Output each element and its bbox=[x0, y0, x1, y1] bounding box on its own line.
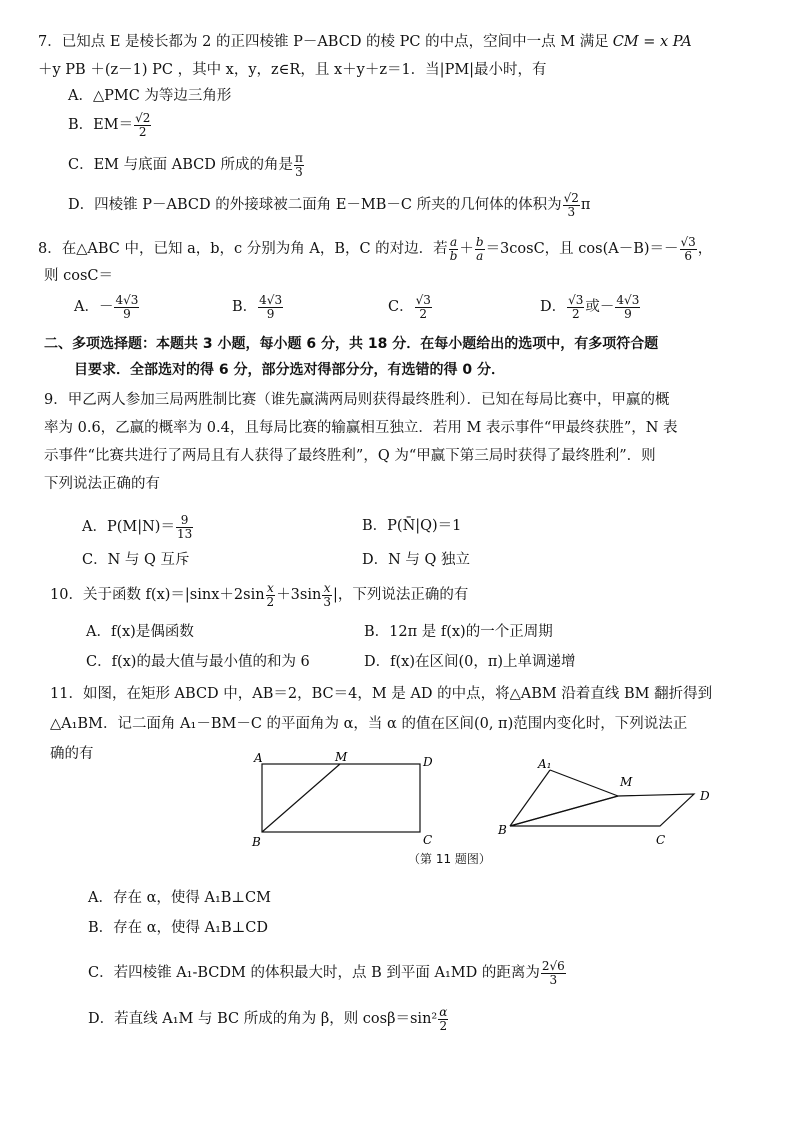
q8-frac-b-a: $\frac{b}{a}$ bbox=[475, 235, 484, 263]
q7-option-d: D．四棱锥 P－ABCD 的外接球被二面角 E－MB－C 所夹的几何体的体积为 $\frac{√2}{3}$ π bbox=[68, 191, 591, 219]
q8-d-fraction-2: $\frac{4√3}{9}$ bbox=[616, 293, 640, 321]
q9-a-fraction: $\frac{9}{13}$ bbox=[176, 513, 193, 541]
q8-a-fraction: $\frac{4√3}{9}$ bbox=[115, 293, 139, 321]
q9-stem-line3: 示事件“比赛共进行了两局且有人获得了最终胜利”，Q 为“甲赢下第三局时获得了最终胜利”．则 bbox=[44, 448, 656, 464]
q11-stem-line1: 11．如图，在矩形 ABCD 中，AB＝2，BC＝4，M 是 AD 的中点，将△ABM 沿着直线 BM 翻折得到 bbox=[50, 686, 713, 702]
q8-frac-sqrt3-6: $\frac{√3}{6}$ bbox=[680, 235, 696, 263]
segment-a1b bbox=[510, 770, 550, 826]
q9-option-b: B．P(N̄|Q)＝1 bbox=[362, 518, 462, 534]
q11-option-a: A．存在 α，使得 A₁B⊥CM bbox=[88, 890, 271, 906]
q10-frac-x2: $\frac{x}{2}$ bbox=[266, 581, 275, 609]
q11-d-fraction: $\frac{\alpha}{2}$ bbox=[439, 1005, 448, 1033]
section2-heading-line1: 二、多项选择题：本题共 3 小题，每小题 6 分，共 18 分．在每小题给出的选项中，有多项符合题 bbox=[44, 336, 659, 352]
q11-c-fraction: $\frac{2√6}{3}$ bbox=[541, 959, 565, 987]
q9-stem-line1: 9．甲乙两人参加三局两胜制比赛（谁先赢满两局则获得最终胜利）．已知在每局比赛中，甲赢的概 bbox=[44, 392, 670, 408]
label-d: D bbox=[423, 755, 433, 769]
q11-figure-caption: （第 11 题图） bbox=[408, 852, 491, 866]
q8-option-d: D． $\frac{√3}{2}$ 或－ $\frac{4√3}{9}$ bbox=[540, 293, 640, 321]
q8-stem-line1: 8．在△ABC 中，已知 a，b，c 分别为角 A，B，C 的对边．若 $\frac{a}{b}$ ＋ $\frac{b}{a}$ ＝3cosC，且 cos(A－B)＝－ $\frac{√3}{6}$ ， bbox=[38, 235, 713, 263]
label-m: M bbox=[620, 775, 633, 789]
label-m: M bbox=[335, 752, 348, 764]
q11-figure-folded bbox=[492, 756, 722, 852]
q7-b-fraction: $\frac{√2}{2}$ bbox=[135, 111, 151, 139]
q7-d-fraction: $\frac{√2}{3}$ bbox=[563, 191, 579, 219]
q7-vector-eq: CM = x PA bbox=[612, 34, 692, 50]
label-c: C bbox=[423, 833, 433, 847]
q9-option-a: A．P(M|N)＝ $\frac{9}{13}$ bbox=[82, 513, 193, 541]
q8-c-fraction: $\frac{√3}{2}$ bbox=[415, 293, 431, 321]
q8-b-fraction: $\frac{4√3}{9}$ bbox=[259, 293, 283, 321]
q8-option-b: B． $\frac{4√3}{9}$ bbox=[232, 293, 283, 321]
q7-stem-line2: ＋y PB ＋(z－1) PC ，其中 x，y，z∈R，且 x＋y＋z＝1．当|PM|最小时，有 bbox=[38, 62, 547, 78]
segment-bm bbox=[510, 796, 618, 826]
label-a: A bbox=[254, 752, 263, 765]
q7-option-a: A．△PMC 为等边三角形 bbox=[68, 88, 232, 104]
q8-stem-line2: 则 cosC＝ bbox=[44, 268, 113, 284]
q8-d-fraction-1: $\frac{√3}{2}$ bbox=[568, 293, 584, 321]
q11-option-d: D．若直线 A₁M 与 BC 所成的角为 β，则 cosβ＝sin² $\frac{\alpha}{2}$ bbox=[88, 1005, 448, 1033]
label-d: D bbox=[700, 789, 710, 803]
q11-option-c: C．若四棱锥 A₁-BCDM 的体积最大时，点 B 到平面 A₁MD 的距离为 $\frac{2√6}{3}$ bbox=[88, 959, 565, 987]
segment-bm bbox=[262, 764, 340, 832]
q9-option-c: C．N 与 Q 互斥 bbox=[82, 552, 190, 568]
label-a1: A₁ bbox=[538, 757, 552, 771]
label-c: C bbox=[656, 833, 666, 847]
q8-option-a: A．－ $\frac{4√3}{9}$ bbox=[74, 293, 139, 321]
q7-stem-line1: 7．已知点 E 是棱长都为 2 的正四棱锥 P－ABCD 的棱 PC 的中点，空间中一点 M 满足 CM = x PA bbox=[38, 34, 692, 50]
q9-option-d: D．N 与 Q 独立 bbox=[362, 552, 471, 568]
q10-option-c: C．f(x)的最大值与最小值的和为 6 bbox=[86, 654, 310, 670]
label-b: B bbox=[252, 835, 261, 849]
q11-stem-line2: △A₁BM．记二面角 A₁－BM－C 的平面角为 α，当 α 的值在区间(0, π)范围内变化时，下列说法正 bbox=[50, 716, 688, 732]
quad-bmdc bbox=[510, 794, 694, 826]
q9-stem-line4: 下列说法正确的有 bbox=[44, 476, 160, 492]
q10-stem: 10．关于函数 f(x)＝|sinx＋2sin $\frac{x}{2}$ ＋3sin $\frac{x}{3}$ |，下列说法正确的有 bbox=[50, 581, 469, 609]
q11-stem-line3: 确的有 bbox=[50, 746, 94, 762]
segment-a1m bbox=[550, 770, 618, 796]
q11-option-b: B．存在 α，使得 A₁B⊥CD bbox=[88, 920, 268, 936]
q10-frac-x3: $\frac{x}{3}$ bbox=[323, 581, 331, 609]
section2-heading-line2: 目要求．全部选对的得 6 分，部分选对得部分分，有选错的得 0 分． bbox=[74, 362, 505, 378]
q11-figure-rectangle bbox=[240, 752, 450, 852]
q9-stem-line2: 率为 0.6，乙赢的概率为 0.4，且每局比赛的输赢相互独立．若用 M 表示事件“甲最终获胜”，N 表 bbox=[44, 420, 678, 436]
q7-option-b: B．EM＝ $\frac{√2}{2}$ bbox=[68, 111, 151, 139]
rectangle-abcd bbox=[262, 764, 420, 832]
q8-frac-a-b: $\frac{a}{b}$ bbox=[449, 235, 458, 263]
label-b: B bbox=[498, 823, 507, 837]
q10-option-b: B．12π 是 f(x)的一个正周期 bbox=[364, 624, 553, 640]
q8-option-c: C． $\frac{√3}{2}$ bbox=[388, 293, 431, 321]
q10-option-a: A．f(x)是偶函数 bbox=[86, 624, 194, 640]
q7-c-fraction: $\frac{\pi}{3}$ bbox=[294, 151, 303, 179]
q7-option-c: C．EM 与底面 ABCD 所成的角是 $\frac{\pi}{3}$ bbox=[68, 151, 303, 179]
q10-option-d: D．f(x)在区间(0，π)上单调递增 bbox=[364, 654, 576, 670]
